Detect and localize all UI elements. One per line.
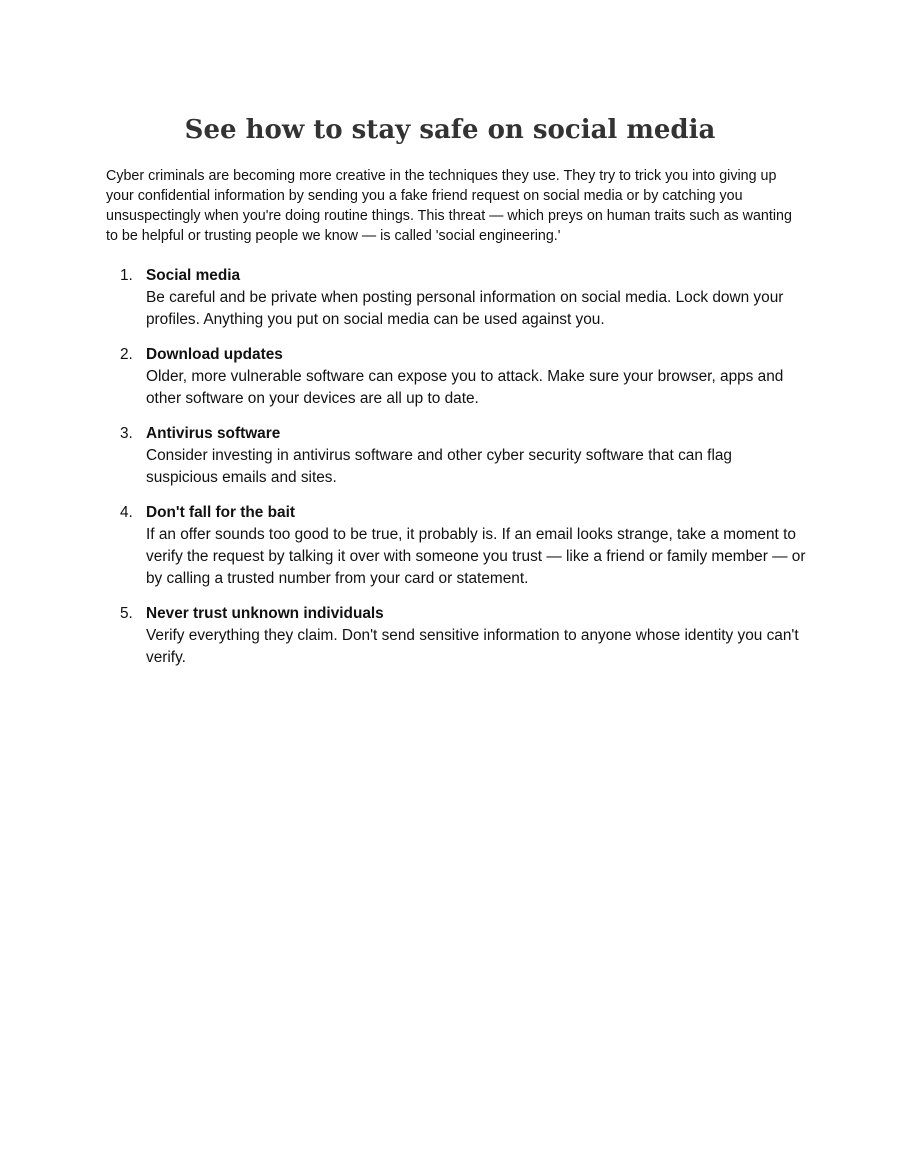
list-item-title: Download updates [146, 346, 283, 363]
list-item-title: Social media [146, 267, 241, 284]
tips-list [106, 265, 806, 682]
list-item-number: 1. [120, 267, 133, 284]
list-item-number: 2. [120, 346, 133, 363]
list-item-title: Never trust unknown individuals [146, 605, 384, 622]
list-item-number: 4. [120, 504, 133, 521]
list-item [106, 603, 806, 669]
list-item-number: 3. [120, 425, 133, 442]
list-item-number: 5. [120, 605, 133, 622]
list-item-body: If an offer sounds too good to be true, it probably is. If an email looks strange, take a moment to verify the request by talking it over with someone you trust — like a friend or family member — or by calling a trusted number from your card or statement. [146, 526, 806, 587]
list-item-title: Don't fall for the bait [146, 504, 296, 521]
list-item [106, 344, 806, 410]
list-item-body: Verify everything they claim. Don't send sensitive information to anyone whose identity you can't verify. [146, 627, 799, 666]
list-item-title: Antivirus software [146, 425, 281, 442]
intro-paragraph: Cyber criminals are becoming more creative in the techniques they use. They try to trick you into giving up your confidential information by sending you a fake friend request on social media or by catching you unsuspectingly when you're doing routine things. This threat — which preys on human traits such as wanting to be helpful or trusting people we know — is called 'social engineering.' [106, 168, 792, 244]
list-item [106, 423, 806, 489]
list-item [106, 502, 806, 590]
list-item-body: Consider investing in antivirus software and other cyber security software that can flag suspicious emails and sites. [146, 447, 732, 486]
page-title: See how to stay safe on social media [184, 115, 716, 145]
list-item-body: Older, more vulnerable software can expose you to attack. Make sure your browser, apps and other software on your devices are all up to date. [146, 368, 784, 407]
list-item [106, 265, 806, 331]
list-item-body: Be careful and be private when posting personal information on social media. Lock down your profiles. Anything you put on social media can be used against you. [146, 289, 784, 328]
